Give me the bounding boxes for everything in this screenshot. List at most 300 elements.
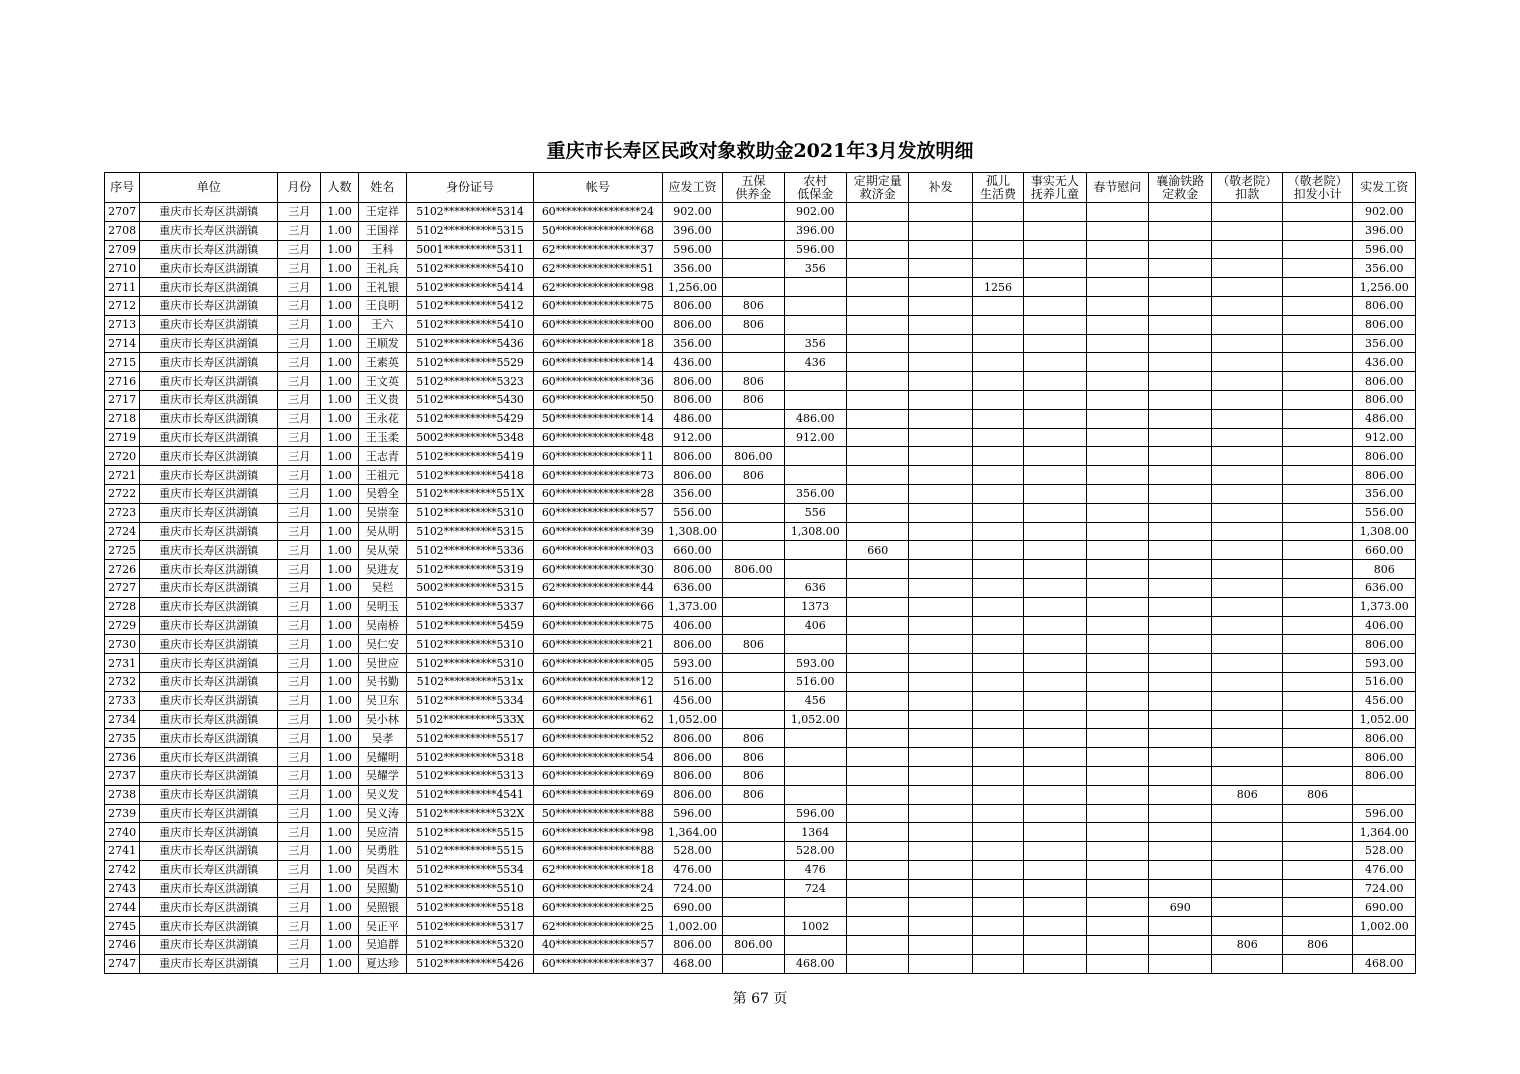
table-body — [105, 203, 1416, 974]
table-cell: 2739 — [105, 804, 140, 823]
table-cell — [723, 428, 784, 447]
table-cell — [1086, 353, 1148, 372]
table-cell — [972, 428, 1023, 447]
table-cell — [1086, 597, 1148, 616]
table-cell: 1.00 — [321, 898, 358, 917]
table-cell: 王义贵 — [358, 390, 406, 409]
table-cell — [909, 409, 972, 428]
table-cell: 2736 — [105, 748, 140, 767]
table-cell — [972, 879, 1023, 898]
table-cell — [1212, 409, 1282, 428]
table-cell: 三月 — [278, 879, 321, 898]
table-cell: 60****************52 — [533, 729, 662, 748]
table-cell: 806 — [1282, 936, 1352, 955]
table-cell: 吴追群 — [358, 936, 406, 955]
table-cell — [723, 898, 784, 917]
table-cell — [784, 635, 846, 654]
table-cell — [1086, 503, 1148, 522]
table-cell — [1024, 729, 1086, 748]
table-cell: 吴仁安 — [358, 635, 406, 654]
table-cell — [1149, 672, 1212, 691]
table-cell — [1024, 466, 1086, 485]
table-cell: 5102**********5414 — [407, 278, 534, 297]
table-cell: 吴明玉 — [358, 597, 406, 616]
table-cell: 406.00 — [1353, 616, 1416, 635]
table-cell — [1282, 860, 1352, 879]
table-cell — [972, 597, 1023, 616]
table-cell — [847, 804, 909, 823]
table-cell — [1282, 823, 1352, 842]
table-cell: 王祖元 — [358, 466, 406, 485]
table-cell — [847, 484, 909, 503]
table-cell: 806 — [723, 296, 784, 315]
table-cell — [972, 353, 1023, 372]
table-row — [105, 917, 1416, 936]
table-cell — [1086, 522, 1148, 541]
table-cell: 436.00 — [1353, 353, 1416, 372]
column-header: （敬老院） 扣款 — [1212, 173, 1282, 203]
table-cell — [1212, 560, 1282, 579]
table-cell — [847, 409, 909, 428]
table-cell — [723, 710, 784, 729]
table-cell — [847, 823, 909, 842]
table-cell: 吴义发 — [358, 785, 406, 804]
table-cell: 王志青 — [358, 447, 406, 466]
column-header: 襄渝铁路 定救金 — [1149, 173, 1212, 203]
table-cell: 2723 — [105, 503, 140, 522]
table-cell — [723, 842, 784, 861]
table-cell — [1086, 390, 1148, 409]
table-cell: 2744 — [105, 898, 140, 917]
column-header: 实发工资 — [1353, 173, 1416, 203]
table-cell: 456.00 — [662, 691, 722, 710]
table-cell — [909, 710, 972, 729]
table-cell: 重庆市长寿区洪湖镇 — [140, 560, 278, 579]
table-cell — [1086, 221, 1148, 240]
table-cell: 王礼银 — [358, 278, 406, 297]
table-cell — [972, 390, 1023, 409]
table-cell — [972, 823, 1023, 842]
table-cell: 456 — [784, 691, 846, 710]
table-cell: 806 — [723, 748, 784, 767]
table-cell — [972, 691, 1023, 710]
table-cell — [1282, 484, 1352, 503]
table-cell: 356.00 — [662, 259, 722, 278]
table-cell: 690.00 — [662, 898, 722, 917]
table-cell: 690 — [1149, 898, 1212, 917]
table-cell — [1212, 296, 1282, 315]
table-cell: 2732 — [105, 672, 140, 691]
table-cell: 三月 — [278, 203, 321, 222]
table-cell — [847, 278, 909, 297]
table-cell: 三月 — [278, 729, 321, 748]
table-cell: 重庆市长寿区洪湖镇 — [140, 447, 278, 466]
table-cell — [1212, 259, 1282, 278]
table-cell — [1282, 203, 1352, 222]
table-cell — [1024, 503, 1086, 522]
table-cell — [909, 296, 972, 315]
table-cell: 5102**********5418 — [407, 466, 534, 485]
table-cell: 三月 — [278, 259, 321, 278]
table-cell: 吴从明 — [358, 522, 406, 541]
table-cell: 724.00 — [1353, 879, 1416, 898]
table-cell — [1024, 372, 1086, 391]
column-header: 单位 — [140, 173, 278, 203]
table-cell — [909, 898, 972, 917]
table-cell — [1086, 447, 1148, 466]
table-cell: 王玉柔 — [358, 428, 406, 447]
table-cell — [909, 372, 972, 391]
table-cell: 重庆市长寿区洪湖镇 — [140, 221, 278, 240]
table-cell: 重庆市长寿区洪湖镇 — [140, 842, 278, 861]
table-cell: 1.00 — [321, 860, 358, 879]
table-row — [105, 766, 1416, 785]
table-cell: 5102**********5412 — [407, 296, 534, 315]
table-cell — [1149, 296, 1212, 315]
table-row — [105, 654, 1416, 673]
table-cell: 528.00 — [662, 842, 722, 861]
table-cell: 重庆市长寿区洪湖镇 — [140, 466, 278, 485]
table-cell: 60****************37 — [533, 954, 662, 973]
table-cell — [1149, 390, 1212, 409]
table-cell — [1282, 578, 1352, 597]
table-header-row — [105, 173, 1416, 203]
table-cell — [1212, 729, 1282, 748]
table-cell — [972, 766, 1023, 785]
table-cell: 456.00 — [1353, 691, 1416, 710]
table-cell — [1086, 203, 1148, 222]
table-cell — [1212, 597, 1282, 616]
table-cell: 2740 — [105, 823, 140, 842]
table-cell: 三月 — [278, 353, 321, 372]
table-cell: 5102**********5436 — [407, 334, 534, 353]
table-cell: 806.00 — [723, 447, 784, 466]
table-cell: 806 — [1212, 936, 1282, 955]
table-cell: 吴孝 — [358, 729, 406, 748]
table-cell: 1.00 — [321, 616, 358, 635]
table-cell: 吴崇奎 — [358, 503, 406, 522]
table-row — [105, 447, 1416, 466]
table-cell: 60****************30 — [533, 560, 662, 579]
table-cell: 1.00 — [321, 334, 358, 353]
table-cell — [1149, 447, 1212, 466]
table-cell: 62****************98 — [533, 278, 662, 297]
table-cell — [972, 466, 1023, 485]
table-cell: 2733 — [105, 691, 140, 710]
table-cell: 三月 — [278, 936, 321, 955]
table-cell — [972, 484, 1023, 503]
table-cell — [1086, 428, 1148, 447]
table-cell — [1149, 710, 1212, 729]
table-cell: 三月 — [278, 766, 321, 785]
table-cell: 重庆市长寿区洪湖镇 — [140, 522, 278, 541]
table-row — [105, 729, 1416, 748]
table-cell — [723, 879, 784, 898]
table-cell — [1086, 635, 1148, 654]
table-cell: 重庆市长寿区洪湖镇 — [140, 672, 278, 691]
table-cell — [972, 409, 1023, 428]
table-cell — [1086, 259, 1148, 278]
table-cell — [909, 860, 972, 879]
table-cell: 1,373.00 — [662, 597, 722, 616]
table-cell: 5102**********5534 — [407, 860, 534, 879]
table-cell: 王顺发 — [358, 334, 406, 353]
table-cell: 三月 — [278, 522, 321, 541]
table-cell — [972, 804, 1023, 823]
table-cell: 1,256.00 — [662, 278, 722, 297]
table-cell: 556.00 — [1353, 503, 1416, 522]
table-cell: 60****************14 — [533, 353, 662, 372]
table-cell — [1149, 917, 1212, 936]
table-cell — [1086, 879, 1148, 898]
table-cell: 806.00 — [723, 560, 784, 579]
table-cell: 1.00 — [321, 484, 358, 503]
table-cell — [1282, 710, 1352, 729]
table-cell — [1149, 484, 1212, 503]
table-cell: 三月 — [278, 898, 321, 917]
table-cell — [1086, 710, 1148, 729]
table-cell: 吴栏 — [358, 578, 406, 597]
table-cell — [723, 804, 784, 823]
table-cell: 476 — [784, 860, 846, 879]
table-cell: 5102**********5518 — [407, 898, 534, 917]
table-cell — [723, 353, 784, 372]
table-cell — [1024, 203, 1086, 222]
table-cell — [909, 936, 972, 955]
table-cell — [1282, 259, 1352, 278]
table-cell: 806 — [723, 785, 784, 804]
table-cell: 806.00 — [1353, 372, 1416, 391]
table-cell — [972, 578, 1023, 597]
table-cell: 593.00 — [662, 654, 722, 673]
table-cell: 636.00 — [1353, 578, 1416, 597]
table-cell — [1212, 954, 1282, 973]
table-cell — [909, 578, 972, 597]
table-cell: 2708 — [105, 221, 140, 240]
table-cell: 724 — [784, 879, 846, 898]
table-cell: 1.00 — [321, 560, 358, 579]
table-cell: 2741 — [105, 842, 140, 861]
table-cell: 5102**********5459 — [407, 616, 534, 635]
table-cell — [1024, 522, 1086, 541]
table-cell: 806.00 — [1353, 390, 1416, 409]
table-cell: 重庆市长寿区洪湖镇 — [140, 334, 278, 353]
table-cell: 636.00 — [662, 578, 722, 597]
table-cell: 重庆市长寿区洪湖镇 — [140, 296, 278, 315]
column-header: 应发工资 — [662, 173, 722, 203]
table-cell — [1282, 334, 1352, 353]
table-row — [105, 616, 1416, 635]
table-cell — [1024, 390, 1086, 409]
table-cell — [847, 390, 909, 409]
table-cell: 5102**********531x — [407, 672, 534, 691]
table-cell — [1282, 748, 1352, 767]
table-cell — [1282, 691, 1352, 710]
table-cell — [1024, 936, 1086, 955]
table-cell: 三月 — [278, 597, 321, 616]
table-cell: 三月 — [278, 447, 321, 466]
table-cell — [1024, 785, 1086, 804]
table-cell — [1212, 691, 1282, 710]
table-cell: 50****************88 — [533, 804, 662, 823]
table-cell — [909, 766, 972, 785]
column-header: 月份 — [278, 173, 321, 203]
table-cell — [1282, 672, 1352, 691]
table-cell: 806 — [1353, 560, 1416, 579]
table-cell — [1086, 954, 1148, 973]
table-cell — [1149, 635, 1212, 654]
table-cell: 2711 — [105, 278, 140, 297]
table-cell — [1282, 879, 1352, 898]
table-cell: 806.00 — [723, 936, 784, 955]
table-cell — [909, 203, 972, 222]
table-cell: 806 — [723, 729, 784, 748]
table-cell: 5102**********5334 — [407, 691, 534, 710]
table-cell — [1282, 654, 1352, 673]
table-cell: 三月 — [278, 672, 321, 691]
table-cell: 吴照银 — [358, 898, 406, 917]
table-cell — [1149, 729, 1212, 748]
table-cell — [847, 936, 909, 955]
table-cell: 1.00 — [321, 766, 358, 785]
table-cell — [909, 560, 972, 579]
table-cell — [1024, 898, 1086, 917]
column-header: 春节慰问 — [1086, 173, 1148, 203]
table-cell: 516.00 — [784, 672, 846, 691]
table-cell — [847, 672, 909, 691]
table-cell — [972, 860, 1023, 879]
table-cell: 三月 — [278, 842, 321, 861]
column-header: 定期定量 救济金 — [847, 173, 909, 203]
column-header: 事实无人 抚养儿童 — [1024, 173, 1086, 203]
table-cell — [1212, 917, 1282, 936]
table-row — [105, 842, 1416, 861]
table-cell: 912.00 — [1353, 428, 1416, 447]
table-cell — [909, 785, 972, 804]
table-cell — [1024, 766, 1086, 785]
table-cell: 596.00 — [662, 240, 722, 259]
table-cell — [1149, 654, 1212, 673]
table-cell — [723, 672, 784, 691]
table-cell — [723, 691, 784, 710]
table-cell — [1024, 597, 1086, 616]
table-cell: 806 — [723, 315, 784, 334]
table-cell — [784, 560, 846, 579]
table-cell: 王素英 — [358, 353, 406, 372]
table-cell — [1086, 296, 1148, 315]
table-cell: 三月 — [278, 484, 321, 503]
table-cell — [972, 672, 1023, 691]
table-cell: 重庆市长寿区洪湖镇 — [140, 823, 278, 842]
table-cell: 5102**********5318 — [407, 748, 534, 767]
table-cell — [1086, 560, 1148, 579]
table-cell — [723, 259, 784, 278]
table-cell: 2734 — [105, 710, 140, 729]
table-cell: 5102**********5419 — [407, 447, 534, 466]
table-cell: 三月 — [278, 372, 321, 391]
table-cell: 三月 — [278, 240, 321, 259]
table-cell: 1.00 — [321, 315, 358, 334]
table-cell: 1,308.00 — [662, 522, 722, 541]
table-cell: 60****************24 — [533, 203, 662, 222]
table-row — [105, 259, 1416, 278]
table-cell: 806.00 — [1353, 315, 1416, 334]
table-cell: 60****************75 — [533, 296, 662, 315]
page-title: 重庆市长寿区民政对象救助金2021年3月发放明细 — [546, 140, 974, 162]
page-number: 第 67 页 — [732, 991, 788, 1007]
table-cell — [1024, 879, 1086, 898]
table-cell: 1.00 — [321, 917, 358, 936]
table-cell: 1.00 — [321, 710, 358, 729]
table-cell — [723, 484, 784, 503]
table-cell — [847, 372, 909, 391]
table-cell — [972, 654, 1023, 673]
table-cell: 1256 — [972, 278, 1023, 297]
table-cell — [909, 466, 972, 485]
table-cell: 5102**********5337 — [407, 597, 534, 616]
table-cell — [723, 503, 784, 522]
table-cell — [972, 447, 1023, 466]
table-cell: 60****************69 — [533, 785, 662, 804]
table-cell: 5002**********5315 — [407, 578, 534, 597]
table-cell: 王科 — [358, 240, 406, 259]
table-cell — [1282, 635, 1352, 654]
table-cell: 2715 — [105, 353, 140, 372]
table-cell: 重庆市长寿区洪湖镇 — [140, 240, 278, 259]
table-cell: 三月 — [278, 541, 321, 560]
table-cell — [1149, 766, 1212, 785]
table-cell: 528.00 — [1353, 842, 1416, 861]
table-cell: 重庆市长寿区洪湖镇 — [140, 372, 278, 391]
table-cell — [1086, 917, 1148, 936]
table-row — [105, 560, 1416, 579]
table-cell: 60****************05 — [533, 654, 662, 673]
table-cell — [1149, 860, 1212, 879]
table-cell — [1149, 334, 1212, 353]
table-cell: 356.00 — [1353, 334, 1416, 353]
table-cell — [1086, 409, 1148, 428]
table-cell: 1.00 — [321, 466, 358, 485]
table-cell — [1149, 221, 1212, 240]
table-cell — [847, 353, 909, 372]
table-cell: 60****************98 — [533, 823, 662, 842]
table-row — [105, 203, 1416, 222]
table-cell: 806.00 — [662, 315, 722, 334]
table-cell — [1086, 729, 1148, 748]
table-cell: 1.00 — [321, 353, 358, 372]
table-cell: 660 — [847, 541, 909, 560]
table-cell: 重庆市长寿区洪湖镇 — [140, 353, 278, 372]
column-header: 身份证号 — [407, 173, 534, 203]
table-cell — [847, 240, 909, 259]
table-cell — [1149, 842, 1212, 861]
table-cell — [847, 259, 909, 278]
table-cell: 60****************50 — [533, 390, 662, 409]
table-cell — [1212, 654, 1282, 673]
table-cell: 2714 — [105, 334, 140, 353]
table-cell — [1212, 334, 1282, 353]
table-row — [105, 860, 1416, 879]
table-cell: 60****************25 — [533, 898, 662, 917]
table-row — [105, 879, 1416, 898]
table-cell — [1149, 259, 1212, 278]
table-cell: 5102**********5510 — [407, 879, 534, 898]
table-cell — [1282, 597, 1352, 616]
table-cell: 吴从荣 — [358, 541, 406, 560]
table-cell: 556.00 — [662, 503, 722, 522]
table-cell: 1.00 — [321, 842, 358, 861]
table-cell: 5102**********5323 — [407, 372, 534, 391]
